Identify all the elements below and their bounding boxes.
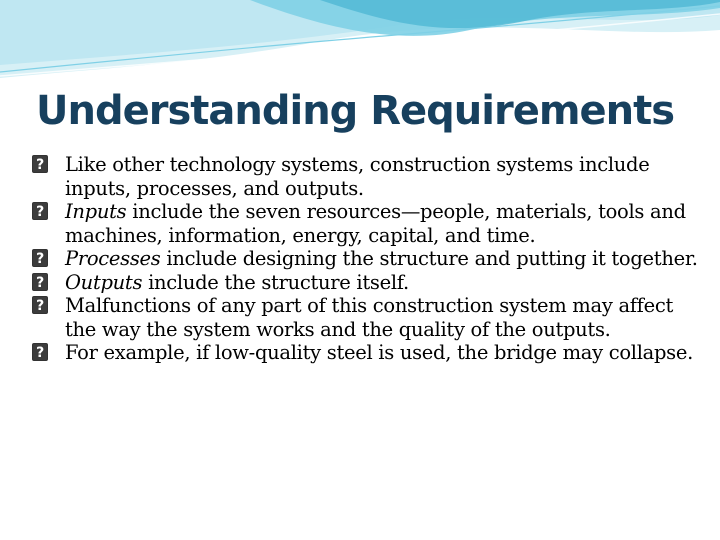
bullet-lead: Inputs <box>65 200 127 223</box>
replacement-glyph-icon <box>32 155 48 173</box>
bullet-text: Like other technology systems, construction systems include inputs, processes, and outputs. <box>65 153 650 200</box>
replacement-glyph-icon <box>32 202 48 220</box>
bullet-item <box>32 153 702 200</box>
header-wave-decoration <box>0 0 720 90</box>
replacement-glyph-icon <box>32 273 48 291</box>
bullet-lead: Outputs <box>65 270 143 294</box>
bullet-item <box>32 271 702 295</box>
replacement-glyph-icon <box>32 249 48 267</box>
bullet-text: include the seven resources—people, materials, tools and machines, information, energy, capital, and time. <box>65 200 686 247</box>
bullet-text: For example, if low-quality steel is used, the bridge may collapse. <box>65 341 694 364</box>
bullet-list <box>32 153 702 365</box>
bullet-item <box>32 247 702 271</box>
bullet-item <box>32 341 702 365</box>
bullet-text: include the structure itself. <box>142 270 409 294</box>
bullet-text: include designing the structure and putting it together. <box>160 247 698 270</box>
bullet-text: Malfunctions of any part of this construction system may affect the way the system works and the quality of the outputs. <box>65 294 673 341</box>
bullet-lead: Processes <box>65 247 161 270</box>
slide-title: Understanding Requirements <box>36 88 675 134</box>
bullet-item <box>32 200 702 247</box>
replacement-glyph-icon <box>32 343 48 361</box>
bullet-item <box>32 294 702 341</box>
replacement-glyph-icon <box>32 296 48 314</box>
